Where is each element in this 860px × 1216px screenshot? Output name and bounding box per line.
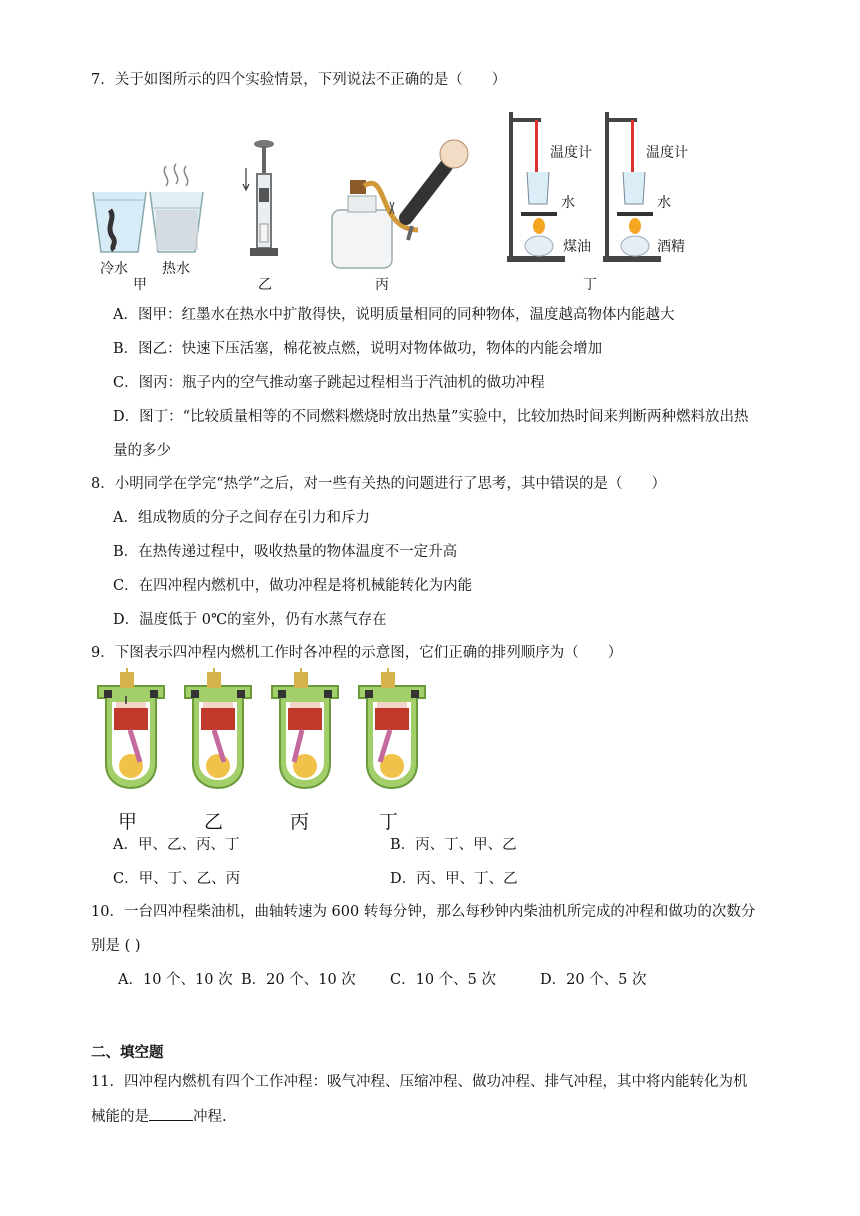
figure-yi-fire-syringe — [240, 138, 290, 268]
q11-stem-suffix: 冲程. — [193, 1109, 227, 1125]
stand-right — [603, 112, 661, 262]
label-ding: 丁 — [583, 277, 597, 293]
section-title: 二、填空题 — [91, 1044, 164, 1061]
q10-stem: 10．一台四冲程柴油机，曲轴转速为 600 转每分钟，那么每秒钟内柴油机所完成的冲程和做功的次数分 — [91, 904, 756, 920]
q9-option-a: A．甲、乙、丙、丁 — [113, 837, 240, 853]
q9-option-c: C．甲、丁、乙、丙 — [113, 871, 241, 887]
engine-bing — [272, 668, 338, 788]
q10-option-b: B．20 个、10 次 — [241, 972, 356, 988]
q7-option-d-cont: 量的多少 — [113, 443, 171, 459]
q8-option-a: A．组成物质的分子之间存在引力和斥力 — [113, 510, 370, 526]
engine-jia — [98, 668, 164, 788]
label-water-1: 水 — [561, 195, 575, 211]
label-kerosene: 煤油 — [563, 239, 591, 255]
q10-stem-cont: 别是 ( ) — [91, 938, 141, 954]
q7-stem: 7．关于如图所示的四个实验情景，下列说法不正确的是（ ） — [91, 72, 507, 88]
q9-option-b: B．丙、丁、甲、乙 — [390, 837, 517, 853]
engine-yi — [185, 668, 251, 788]
q11-stem-prefix: 械能的是 — [91, 1109, 149, 1125]
label-bing: 丙 — [375, 277, 389, 293]
label-jia: 甲 — [133, 277, 147, 293]
engine-label-bing: 丙 — [290, 811, 310, 833]
q11-answer-blank — [149, 1106, 193, 1121]
q10-option-a: A．10 个、10 次 — [118, 972, 233, 988]
q8-option-c: C．在四冲程内燃机中，做功冲程是将机械能转化为内能 — [113, 578, 473, 594]
figure-bing-bottle-pump — [328, 130, 478, 270]
label-water-2: 水 — [657, 195, 671, 211]
q10-option-d: D．20 个、5 次 — [540, 972, 647, 988]
label-alcohol: 酒精 — [657, 239, 685, 255]
label-hot-water: 热水 — [162, 261, 190, 277]
engine-label-ding: 丁 — [379, 811, 399, 833]
q11-stem: 11．四冲程内燃机有四个工作冲程：吸气冲程、压缩冲程、做功冲程、排气冲程，其中将内能转化为机 — [91, 1074, 748, 1090]
q10-option-c: C．10 个、5 次 — [390, 972, 496, 988]
q8-option-b: B．在热传递过程中，吸收热量的物体温度不一定升高 — [113, 544, 458, 560]
label-thermometer-2: 温度计 — [646, 145, 688, 161]
label-cold-water: 冷水 — [100, 261, 128, 277]
label-yi: 乙 — [258, 277, 272, 293]
figure-engine-strokes — [90, 668, 440, 808]
figure-jia-beakers — [88, 160, 198, 260]
q9-stem: 9．下图表示四冲程内燃机工作时各冲程的示意图，它们正确的排列顺序为（ ） — [91, 645, 623, 661]
q7-option-d: D．图丁：“比较质量相等的不同燃料燃烧时放出热量”实验中，比较加热时间来判断两种燃料放出热 — [113, 409, 749, 425]
q9-option-d: D．丙、甲、丁、乙 — [390, 871, 518, 887]
engine-ding — [359, 668, 425, 788]
engine-label-jia: 甲 — [118, 811, 138, 833]
q8-option-d: D．温度低于 0℃的室外，仍有水蒸气存在 — [113, 612, 387, 628]
q7-option-c: C．图丙：瓶子内的空气推动塞子跳起过程相当于汽油机的做功冲程 — [113, 375, 545, 391]
q11-stem-cont — [91, 1106, 227, 1127]
label-thermometer-1: 温度计 — [550, 145, 592, 161]
stand-left — [507, 112, 565, 262]
q7-option-a: A．图甲：红墨水在热水中扩散得快，说明质量相同的同种物体，温度越高物体内能越大 — [113, 307, 675, 323]
engine-label-yi: 乙 — [204, 811, 224, 833]
q8-stem: 8．小明同学在学完“热学”之后，对一些有关热的问题进行了思考，其中错误的是（ ） — [91, 476, 667, 492]
q7-option-b: B．图乙：快速下压活塞，棉花被点燃，说明对物体做功，物体的内能会增加 — [113, 341, 603, 357]
